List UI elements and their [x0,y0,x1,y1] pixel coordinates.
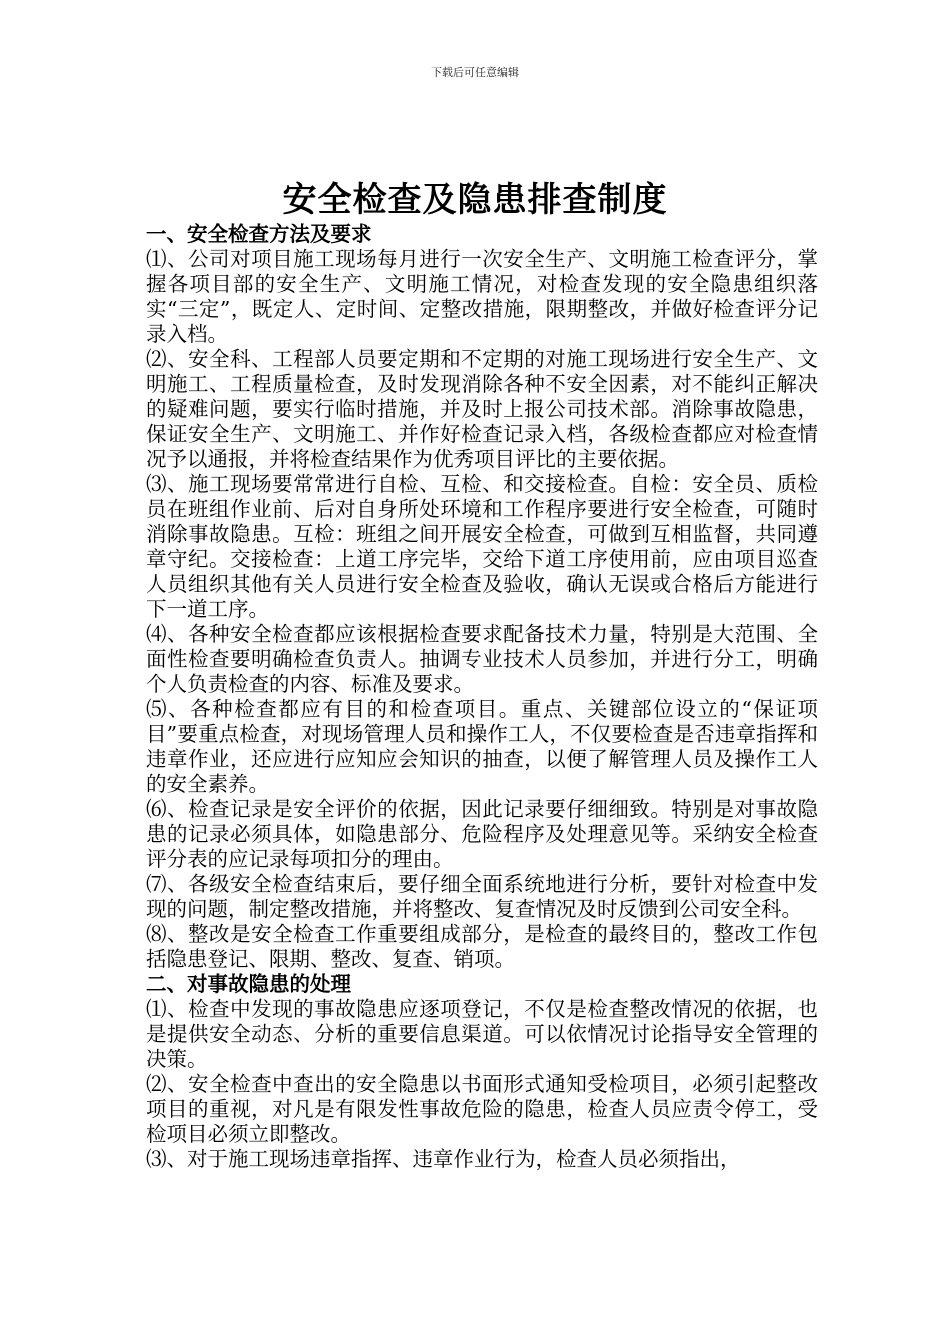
paragraph: ⑸、各种检查都应有目的和检查项目。重点、关键部位设立的“保证项目”要重点检查，对现场管理人员和操作工人，不仅要检查是否违章指挥和违章作业，还应进行应知应会知识的抽查，以便了解管理人员及操作工人的安全素养。 [146,697,818,796]
paragraph: ⑶、施工现场要常常进行自检、互检、和交接检查。自检：安全员、质检员在班组作业前、后对自身所处环境和工作程序要进行安全检查，可随时消除事故隐患。互检：班组之间开展安全检查，可做到互相监督，共同遵章守纪。交接检查：上道工序完毕，交给下道工序使用前，应由项目巡查人员组织其他有关人员进行安全检查及验收，确认无误或合格后方能进行下一道工序。 [146,472,818,621]
paragraph: ⑴、公司对项目施工现场每月进行一次安全生产、文明施工检查评分，掌握各项目部的安全生产、文明施工情况，对检查发现的安全隐患组织落实“三定”，既定人、定时间、定整改措施，限期整改，并做好检查评分记录入档。 [146,247,818,346]
paragraph: ⑷、各种安全检查都应该根据检查要求配备技术力量，特别是大范围、全面性检查要明确检查负责人。抽调专业技术人员参加，并进行分工，明确个人负责检查的内容、标准及要求。 [146,622,818,696]
section-hazard-handling [146,972,818,1172]
paragraph: ⑻、整改是安全检查工作重要组成部分，是检查的最终目的，整改工作包括隐患登记、限期、整改、复查、销项。 [146,922,818,971]
header-note: 下载后可任意编辑 [431,66,519,79]
paragraph: ⑹、检查记录是安全评价的依据，因此记录要仔细细致。特别是对事故隐患的记录必须具体，如隐患部分、危险程序及处理意见等。采纳安全检查评分表的应记录每项扣分的理由。 [146,797,818,871]
section-heading: 二、对事故隐患的处理 [146,972,351,996]
paragraph: ⑵、安全科、工程部人员要定期和不定期的对施工现场进行安全生产、文明施工、工程质量检查，及时发现消除各种不安全因素，对不能纠正解决的疑难问题，要实行临时措施，并及时上报公司技术部。消除事故隐患，保证安全生产、文明施工、并作好检查记录入档，各级检查都应对检查情况予以通报，并将检查结果作为优秀项目评比的主要依据。 [146,347,818,471]
document-body [146,222,818,1172]
paragraph: ⑶、对于施工现场违章指挥、违章作业行为，检查人员必须指出， [146,1147,741,1171]
paragraph: ⑺、各级安全检查结束后，要仔细全面系统地进行分析，要针对检查中发现的问题，制定整改措施，并将整改、复查情况及时反馈到公司安全科。 [146,872,818,921]
section-heading: 一、安全检查方法及要求 [146,222,372,246]
paragraph: ⑴、检查中发现的事故隐患应逐项登记，不仅是检查整改情况的依据，也是提供安全动态、分析的重要信息渠道。可以依情况讨论指导安全管理的决策。 [146,997,818,1071]
section-inspection-methods [146,222,818,972]
document-title: 安全检查及隐患排查制度 [282,180,668,220]
paragraph: ⑵、安全检查中查出的安全隐患以书面形式通知受检项目，必须引起整改项目的重视，对凡是有限发性事故危险的隐患，检查人员应责令停工，受检项目必须立即整改。 [146,1072,818,1146]
